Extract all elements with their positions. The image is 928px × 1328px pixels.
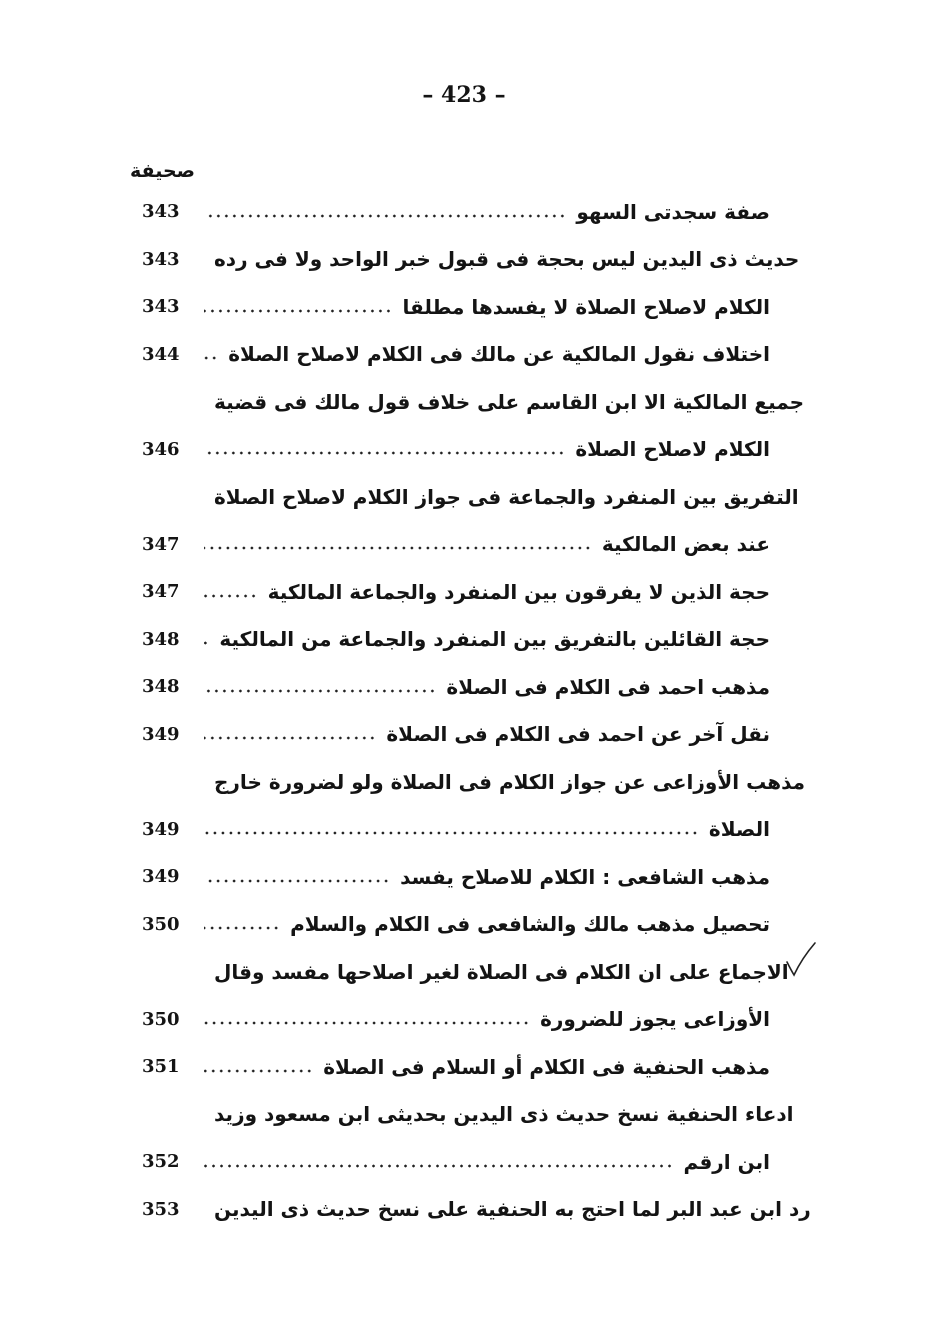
toc-entry-title: مذهب الشافعى : الكلام للاصلاح يفسد [400, 864, 770, 889]
toc-entry [138, 1091, 794, 1139]
toc-entry [138, 711, 770, 759]
toc-entry-page: 351 [142, 1056, 180, 1078]
toc-entry-page: 344 [142, 343, 180, 365]
toc-entry-page: 350 [142, 913, 180, 935]
toc-entry [138, 426, 770, 474]
dot-leader [204, 689, 436, 693]
toc-entry-title: تحصيل مذهب مالك والشافعى فى الكلام والسلام [290, 912, 770, 937]
dot-leader [204, 546, 592, 550]
toc-entry-page: 348 [142, 628, 180, 650]
toc-entry-page: 349 [142, 723, 180, 745]
toc-entry-title: حجة القائلين بالتفريق بين المنفرد والجماعة من المالكية [219, 627, 770, 652]
toc-entry [138, 663, 770, 711]
toc-entry [138, 378, 805, 426]
toc-entry-title: ابن ارقم [683, 1149, 770, 1174]
dot-leader [204, 879, 390, 883]
toc-entry [138, 473, 799, 521]
dot-leader [204, 831, 699, 835]
toc-entry-title: نقل آخر عن احمد فى الكلام فى الصلاة [386, 722, 770, 747]
toc-entry [138, 568, 770, 616]
dot-leader [204, 1069, 313, 1073]
toc-entry [138, 616, 770, 664]
toc-entry [138, 948, 789, 996]
toc-entry-page: 353 [142, 1198, 180, 1220]
toc-entry [138, 521, 770, 569]
toc-entry [138, 188, 770, 236]
toc-entry-title: صفة سجدتى السهو [576, 199, 770, 224]
toc-entry-title: الصلاة [708, 817, 770, 842]
toc-entry-title: ادعاء الحنفية نسخ حديث ذى اليدين بحديثى ابن مسعود وزيد [214, 1102, 794, 1127]
dot-leader [204, 736, 376, 740]
dot-leader [204, 214, 566, 218]
toc-entry [138, 1186, 811, 1234]
page-number: – 423 – [422, 82, 506, 108]
dot-leader [204, 451, 565, 455]
toc-entry [138, 758, 806, 806]
toc-entry [138, 806, 770, 854]
toc-entry-page: 343 [142, 296, 180, 318]
dot-leader [204, 1164, 674, 1168]
handwritten-checkmark-icon [784, 940, 818, 978]
dot-leader [204, 1021, 530, 1025]
toc-entry [138, 331, 770, 379]
toc-entry-title: الاجماع على ان الكلام فى الصلاة لغير اصلاحها مفسد وقال [214, 959, 789, 984]
toc-entry-title: اختلاف نقول المالكية عن مالك فى الكلام لاصلاح الصلاة [228, 342, 770, 367]
toc-entry-page: 343 [142, 248, 180, 270]
toc-entry-title: رد ابن عبد البر لما احتج به الحنفية على نسخ حديث ذى اليدين [214, 1197, 811, 1222]
toc-entry [138, 996, 770, 1044]
toc-entry-page: 347 [142, 581, 180, 603]
toc-entry [138, 853, 770, 901]
dot-leader [204, 926, 280, 930]
toc-entry-title: عند بعض المالكية [601, 532, 770, 557]
toc-entry [138, 283, 770, 331]
toc-entry-page: 347 [142, 533, 180, 555]
toc-entry-title: مذهب الأوزاعى عن جواز الكلام فى الصلاة ولو لضرورة خارج [214, 769, 806, 794]
toc-entry-title: حجة الذين لا يفرقون بين المنفرد والجماعة المالكية [267, 579, 770, 604]
toc-entry-page: 352 [142, 1151, 180, 1173]
toc-entry-page: 343 [142, 201, 180, 223]
toc-entry [138, 1043, 770, 1091]
toc-entry-page: 349 [142, 866, 180, 888]
toc-entry-title: الأوزاعى يجوز للضرورة [540, 1007, 770, 1032]
toc-entry-page: 350 [142, 1008, 180, 1030]
dot-leader [204, 594, 258, 598]
toc-entry [138, 901, 770, 949]
toc-entry-title: الكلام لاصلاح الصلاة [575, 437, 770, 462]
dot-leader [204, 641, 209, 645]
dot-leader [204, 309, 392, 313]
toc-entry-title: الكلام لاصلاح الصلاة لا يفسدها مطلقا [402, 294, 770, 319]
page-column-header: صحيفة [130, 160, 196, 182]
toc-entry [138, 236, 800, 284]
dot-leader [204, 356, 218, 360]
toc-entry-title: جميع المالكية الا ابن القاسم على خلاف قول مالك فى قضية [214, 389, 805, 414]
table-of-contents [138, 188, 811, 1233]
toc-entry-title: التفريق بين المنفرد والجماعة فى جواز الكلام لاصلاح الصلاة [214, 484, 799, 509]
toc-entry-page: 349 [142, 818, 180, 840]
toc-entry-title: مذهب احمد فى الكلام فى الصلاة [446, 674, 770, 699]
toc-entry-page: 348 [142, 676, 180, 698]
toc-entry-title: حديث ذى اليدين ليس بحجة فى قبول خبر الواحد ولا فى رده [214, 247, 800, 272]
toc-entry-title: مذهب الحنفية فى الكلام أو السلام فى الصلاة [323, 1054, 770, 1079]
toc-entry [138, 1138, 770, 1186]
toc-entry-page: 346 [142, 438, 180, 460]
